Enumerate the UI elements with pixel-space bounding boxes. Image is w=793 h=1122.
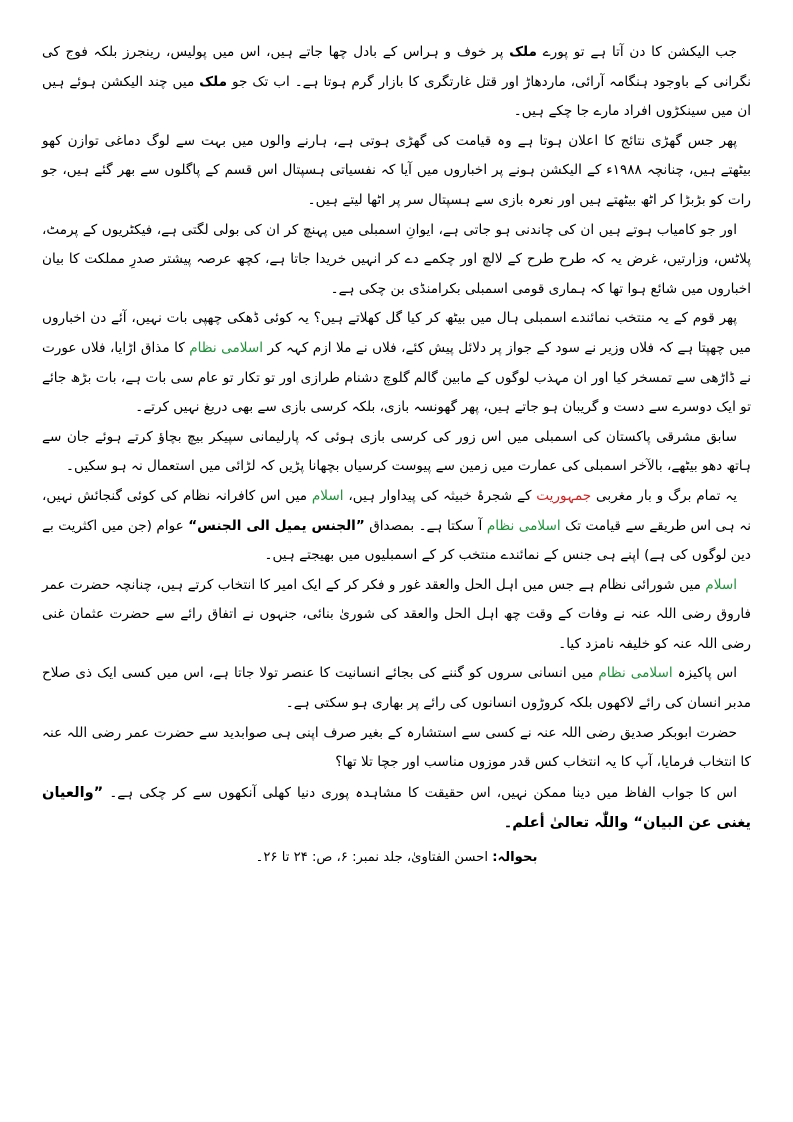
closing-phrase: ”والعیان یغنی عن البیان“ واللّٰہ تعالیٰ أعلم۔ <box>42 783 751 832</box>
text-segment: جب الیکشن کا دن آتا ہے تو پورے <box>536 44 737 60</box>
text-segment: پر خوف و ہراس کے بادل چھا جاتے ہیں، اس میں پولیس، رینجرز بلکہ فوج کی نگرانی کے باوجود ہنگامہ آرائی، ماردھاڑ اور قتل غارتگری کا بازار گرم ہوتا ہے۔ اب تک جو <box>42 44 751 90</box>
highlighted-term: جمہوریت <box>536 487 592 504</box>
text-segment: پھر قوم کے یہ منتخب نمائندے اسمبلی ہال میں بیٹھ کر کیا گل کھلاتے ہیں؟ یہ کوئی ڈھکی چھپی بات نہیں، آئے دن اخباروں میں چھپتا ہے کہ فلاں وزیر نے سود کے جواز پر دلائل پیش کئے، فلاں نے ملا ازم کہہ کر <box>42 310 751 356</box>
text-segment: یہ تمام برگ و بار مغربی <box>591 487 737 504</box>
text-segment: اس پاکیزہ <box>672 665 737 682</box>
highlighted-term: اسلام <box>705 576 737 593</box>
paragraph <box>42 778 751 839</box>
text-segment: اس کا جواب الفاظ میں دینا ممکن نہیں، اس حقیقت کا مشاہدہ پوری دنیا کھلی آنکھوں سے کر چکی ہے۔ <box>103 784 737 801</box>
highlighted-term: اسلامی نظام <box>486 517 561 534</box>
highlighted-term: اسلام <box>311 487 344 504</box>
paragraph <box>42 304 751 422</box>
emphasized-text: ملک <box>199 73 228 90</box>
text-segment: آ سکتا ہے۔ بمصداق <box>364 517 487 534</box>
text-segment: کا مذاق اڑایا، فلاں عورت نے ڈاڑھی سے تمسخر کیا اور ان مہذب لوگوں کے مابین گالم گلوچ دشنام طرازی اور تو تکار تو عام سی بات ہے، بات بڑھ جائے تو ایک دوسرے سے دست و گریبان ہو جاتے ہیں، پھر گھونسہ بازی، بلکہ کرسی بازی سے بھی دریغ نہیں کرتے۔ <box>42 339 751 416</box>
paragraph <box>42 482 751 571</box>
paragraph <box>42 216 751 305</box>
paragraph <box>42 127 751 216</box>
reference-line <box>42 843 751 873</box>
paragraph <box>42 719 751 778</box>
text-segment: میں انسانی سروں کو گننے کی بجائے انسانیت کا عنصر تولا جاتا ہے، اس میں کسی ایک ذی صلاح مدبر انسان کی رائے لاکھوں بلکہ کروڑوں انسانوں کی رائے پر بھاری ہو سکتی ہے۔ <box>42 665 751 712</box>
highlighted-term: اسلامی نظام <box>189 339 264 356</box>
paragraph <box>42 659 751 718</box>
emphasized-text: ملک <box>509 44 537 60</box>
reference-source: احسن الفتاویٰ، جلد نمبر: ۶، ص: ۲۴ تا ۲۶۔ <box>255 850 488 866</box>
emphasized-text: ”الجنس یمیل الی الجنس“ <box>188 517 365 534</box>
text-segment: میں چند الیکشن ہوئے ہیں ان میں سینکڑوں افراد مارے جا چکے ہیں۔ <box>42 73 751 120</box>
text-segment: عوام (جن میں اکثریت بے دین لوگوں کی ہے) اپنے ہی جنس کے نمائندے منتخب کر کے اسمبلیوں میں بھیجتے ہیں۔ <box>42 517 751 564</box>
fatwa-body <box>42 38 751 839</box>
text-segment: میں شورائی نظام ہے جس میں اہل الحل والعقد غور و فکر کر کے ایک امیر کا انتخاب کرتے ہیں، چنانچہ حضرت عمر فاروق رضی اللہ عنہ نے وفات کے وقت چھ اہل الحل والعقد کی شوریٰ بنائی، جنہوں نے اتفاق رائے سے حضرت عثمان غنی رضی اللہ عنہ کو خلیفہ نامزد کیا۔ <box>42 576 751 652</box>
text-segment: حضرت ابوبکر صدیق رضی اللہ عنہ نے کسی سے استشارہ کے بغیر صرف اپنی ہی صوابدید سے حضرت عمر رضی اللہ عنہ کا انتخاب فرمایا، آپ کا یہ انتخاب کس قدر موزوں مناسب اور جچا تلا تھا؟ <box>42 724 751 771</box>
text-segment: پھر جس گھڑی نتائج کا اعلان ہوتا ہے وہ قیامت کی گھڑی ہوتی ہے، ہارنے والوں میں بہت سے لوگ دماغی توازن کھو بیٹھتے ہیں، چنانچہ ۱۹۸۸ء کے الیکشن ہونے پر اخباروں میں آیا کہ نفسیاتی ہسپتال اس قسم کے پاگلوں سے بھر گئے ہیں، جو رات کو بڑبڑا کر اٹھ بیٹھتے ہیں اور نعرہ بازی سے ہسپتال سر پر اٹھا لیتے ہیں۔ <box>42 132 751 208</box>
highlighted-term: اسلامی نظام <box>598 665 673 682</box>
text-segment: اور جو کامیاب ہوتے ہیں ان کی چاندنی ہو جاتی ہے، ایوانِ اسمبلی میں پہنچ کر ان کی بولی لگتی ہے، فیکٹریوں کے پرمٹ، پلاٹس، وزارتیں، غرض یہ کہ طرح طرح کے لالچ اور چکمے دے کر انہیں خریدا جاتا ہے، کچھ عرصہ پیشتر صدرِ مملکت کا بیان اخباروں میں شائع ہوا تھا کہ ہماری قومی اسمبلی بکرامنڈی بن چکی ہے۔ <box>42 221 751 297</box>
reference-label: بحوالہ: <box>492 850 538 866</box>
text-segment: کے شجرۂ خبیثہ کی پیداوار ہیں، <box>343 487 537 504</box>
paragraph <box>42 38 751 127</box>
text-segment: میں اس کافرانہ نظام کی کوئی گنجائش نہیں، نہ ہی اس طریقے سے قیامت تک <box>42 487 751 534</box>
text-segment: سابق مشرقی پاکستان کی اسمبلی میں اس زور کی کرسی بازی ہوئی کہ پارلیمانی سپیکر بیچ بچاؤ کرتے ہوئے جان سے ہاتھ دھو بیٹھے، بالآخر اسمبلی کی عمارت میں زمین سے پیوست کرسیاں بچھانا پڑیں کہ لڑائی میں استعمال نہ ہو سکیں۔ <box>42 428 751 475</box>
paragraph <box>42 423 751 482</box>
paragraph <box>42 571 751 660</box>
